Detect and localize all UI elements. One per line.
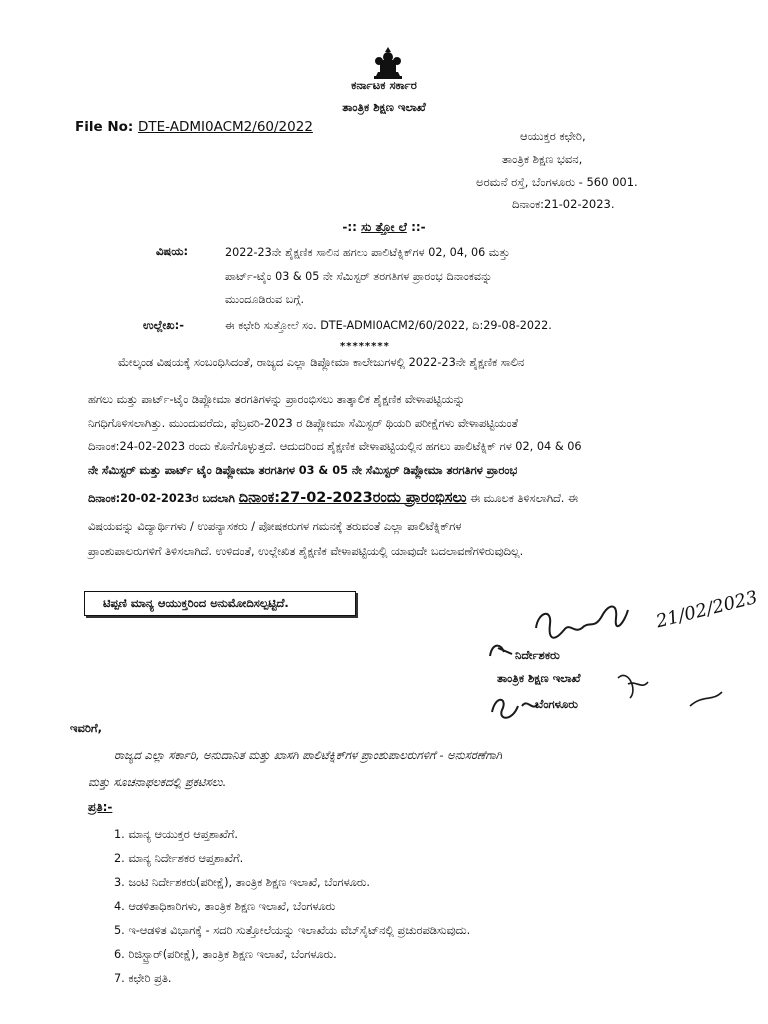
body-line-2: ಹಗಲು ಮತ್ತು ಪಾರ್ಟ್-ಟೈಂ ಡಿಪ್ಲೋಮಾ ತರಗತಿಗಳನ್ನು ಪ್ರಾರಂಭಿಸಲು ತಾತ್ಕಾಲಿಕ ಶೈಕ್ಷಣಿಕ ವೇಳಾಪಟ್ಟಿಯನ್ನು <box>88 393 465 406</box>
handwritten-date: 21/02/2023 <box>654 586 760 633</box>
body-line-8: ಪ್ರಾಂಶುಪಾಲರುಗಳಿಗೆ ತಿಳಿಸಲಾಗಿದೆ. ಉಳಿದಂತೆ, ಉಲ್ಲೇಖಿತ ಶೈಕ್ಷಣಿಕ ವೇಳಾಪಟ್ಟಿಯಲ್ಲಿ ಯಾವುದೇ ಬದಲಾವಣೆಗಳಿರುವುದಿಲ್ಲ. <box>88 545 524 558</box>
copy-item: 1. ಮಾನ್ಯ ಆಯುಕ್ತರ ಆಪ್ತಶಾಖೆಗೆ. <box>114 828 238 841</box>
recipients-label: ಇವರಿಗೆ, <box>70 721 102 735</box>
reference-label: ಉಲ್ಲೇಖ:- <box>143 318 184 332</box>
karnataka-emblem-icon <box>368 46 408 80</box>
circular-title-prefix: -:: <box>342 220 362 234</box>
copies-label: ಪ್ರತಿ:- <box>88 800 113 814</box>
subject-label: ವಿಷಯ: <box>156 244 189 258</box>
subject-line-1: 2022-23ನೇ ಶೈಕ್ಷಣಿಕ ಸಾಲಿನ ಹಗಲು ಪಾಲಿಟೆಕ್ನಿಕ್‌ಗಳ 02, 04, 06 ಮತ್ತು <box>225 246 510 259</box>
signatory-city: ಬೆಂಗಳೂರು <box>535 697 578 711</box>
separator-stars: ******** <box>340 341 390 352</box>
body-line-7: ವಿಷಯವನ್ನು ವಿದ್ಯಾರ್ಥಿಗಳು / ಉಪನ್ಯಾಸಕರು / ಪೋಷಕರುಗಳ ಗಮನಕ್ಕೆ ತರುವಂತೆ ಎಲ್ಲಾ ಪಾಲಿಟೆಕ್ನಿಕ್‌ಗಳ <box>88 520 462 533</box>
copy-item: 5. ಇ-ಆಡಳಿತ ವಿಭಾಗಕ್ಕೆ - ಸದರಿ ಸುತ್ತೋಲೆಯನ್ನು ಇಲಾಖೆಯ ವೆಬ್‌ಸೈಟ್‌ನಲ್ಲಿ ಪ್ರಚುರಪಡಿಸುವುದು. <box>114 924 471 937</box>
body-line-6-new-date: ದಿನಾಂಕ:27-02-2023ರಂದು ಪ್ರಾರಂಭಿಸಲು <box>238 490 467 506</box>
government-name: ಕರ್ನಾಟಕ ಸರ್ಕಾರ <box>351 78 417 92</box>
reference-text: ಈ ಕಛೇರಿ ಸುತ್ತೋಲೆ ಸಂ. DTE-ADMI0ACM2/60/2022, ದಿ:29-08-2022. <box>225 319 552 332</box>
body-line-6-rest: ಈ ಮೂಲಕ ತಿಳಿಸಲಾಗಿದೆ. ಈ <box>466 492 578 505</box>
subject-line-3: ಮುಂದೂಡಿರುವ ಬಗ್ಗೆ. <box>225 293 305 306</box>
body-line-6 <box>88 490 578 506</box>
copy-item: 3. ಜಂಟಿ ನಿರ್ದೇಶಕರು(ಪರೀಕ್ಷೆ), ತಾಂತ್ರಿಕ ಶಿಕ್ಷಣ ಇಲಾಖೆ, ಬೆಂಗಳೂರು. <box>114 876 370 889</box>
approval-note-box <box>84 591 356 616</box>
body-line-6-old-date: ದಿನಾಂಕ:20-02-2023ರ ಬದಲಾಗಿ <box>88 492 239 505</box>
recipients-line-2: ಮತ್ತು ಸೂಚನಾಫಲಕದಲ್ಲಿ ಪ್ರಕಟಿಸಲು. <box>88 775 227 789</box>
issue-date: ದಿನಾಂಕ:21-02-2023. <box>512 197 615 211</box>
copy-item: 2. ಮಾನ್ಯ ನಿರ್ದೇಶಕರ ಆಪ್ತಶಾಖೆಗೆ. <box>114 852 244 865</box>
circular-title <box>0 220 768 235</box>
address-line-1: ಆಯುಕ್ತರ ಕಛೇರಿ, <box>520 129 586 143</box>
body-line-5: ನೇ ಸೆಮಿಸ್ಟರ್ ಮತ್ತು ಪಾರ್ಟ್ ಟೈಂ ಡಿಪ್ಲೋಮಾ ತರಗತಿಗಳ 03 & 05 ನೇ ಸೆಮಿಸ್ಟರ್ ಡಿಪ್ಲೋಮಾ ತರಗತಿಗಳ ಪ್ರಾರಂಭ <box>88 464 518 477</box>
circular-title-text: ಸು ತ್ತೋ ಲೆ <box>361 220 407 234</box>
subject-line-2: ಪಾರ್ಟ್-ಟೈಂ 03 & 05 ನೇ ಸೆಮಿಸ್ಟರ್ ತರಗತಿಗಳ ಪ್ರಾರಂಭ ದಿನಾಂಕವನ್ನು <box>225 270 493 283</box>
copy-item: 6. ರಿಜಿಸ್ಟ್ರಾರ್(ಪರೀಕ್ಷೆ), ತಾಂತ್ರಿಕ ಶಿಕ್ಷಣ ಇಲಾಖೆ, ಬೆಂಗಳೂರು. <box>114 948 337 961</box>
body-line-4: ದಿನಾಂಕ:24-02-2023 ರಂದು ಕೊನೆಗೊಳ್ಳುತ್ತದೆ. ಆದುದರಿಂದ ಶೈಕ್ಷಣಿಕ ವೇಳಾಪಟ್ಟಿಯಲ್ಲಿನ ಹಗಲು ಪಾಲಿಟೆಕ್ನಿಕ್ ಗಳ 02, 04 & 06 <box>88 440 582 453</box>
file-number-value: DTE-ADMI0ACM2/60/2022 <box>138 119 313 135</box>
copy-item: 7. ಕಛೇರಿ ಪ್ರತಿ. <box>114 972 172 985</box>
address-line-3: ಅರಮನೆ ರಸ್ತೆ, ಬೆಂಗಳೂರು - 560 001. <box>476 175 638 189</box>
file-number <box>75 119 313 135</box>
body-line-1: ಮೇಲ್ಕಂಡ ವಿಷಯಕ್ಕೆ ಸಂಬಂಧಿಸಿದಂತೆ, ರಾಜ್ಯದ ಎಲ್ಲಾ ಡಿಪ್ಲೋಮಾ ಕಾಲೇಜುಗಳಲ್ಲಿ 2022-23ನೇ ಶೈಕ್ಷಣಿಕ ಸಾಲಿನ <box>118 356 525 369</box>
file-number-label: File No: <box>75 119 134 135</box>
address-line-2: ತಾಂತ್ರಿಕ ಶಿಕ್ಷಣ ಭವನ, <box>502 152 583 166</box>
department-name: ತಾಂತ್ರಿಕ ಶಿಕ್ಷಣ ಇಲಾಖೆ <box>342 100 426 114</box>
copy-item: 4. ಆಡಳಿತಾಧಿಕಾರಿಗಳು, ತಾಂತ್ರಿಕ ಶಿಕ್ಷಣ ಇಲಾಖೆ, ಬೆಂಗಳೂರು <box>114 900 336 913</box>
signatory-designation: ನಿರ್ದೇಶಕರು <box>515 648 560 662</box>
recipients-line-1: ರಾಜ್ಯದ ಎಲ್ಲಾ ಸರ್ಕಾರಿ, ಅನುದಾನಿತ ಮತ್ತು ಖಾಸಗಿ ಪಾಲಿಟೆಕ್ನಿಕ್‌ಗಳ ಪ್ರಾಂಶುಪಾಲರುಗಳಿಗೆ - ಅನುಸರಣೆಗಾಗಿ <box>114 748 502 762</box>
approval-note-text: ಟಿಪ್ಪಣಿ ಮಾನ್ಯ ಆಯುಕ್ತರಿಂದ ಅನುಮೋದಿಸಲ್ಪಟ್ಟಿದೆ. <box>103 596 289 610</box>
circular-title-suffix: ::- <box>406 220 426 234</box>
body-line-3: ನಿಗಧಿಗೊಳಿಸಲಾಗಿತ್ತು. ಮುಂದುವರೆದು, ಫೆಬ್ರವರಿ-2023 ರ ಡಿಪ್ಲೋಮಾ ಸೆಮಿಸ್ಟರ್ ಥಿಯರಿ ಪರೀಕ್ಷೆಗಳು ವೇಳಾಪಟ್ಟಿಯಂತೆ <box>88 417 518 430</box>
signatory-department: ತಾಂತ್ರಿಕ ಶಿಕ್ಷಣ ಇಲಾಖೆ <box>497 671 581 685</box>
